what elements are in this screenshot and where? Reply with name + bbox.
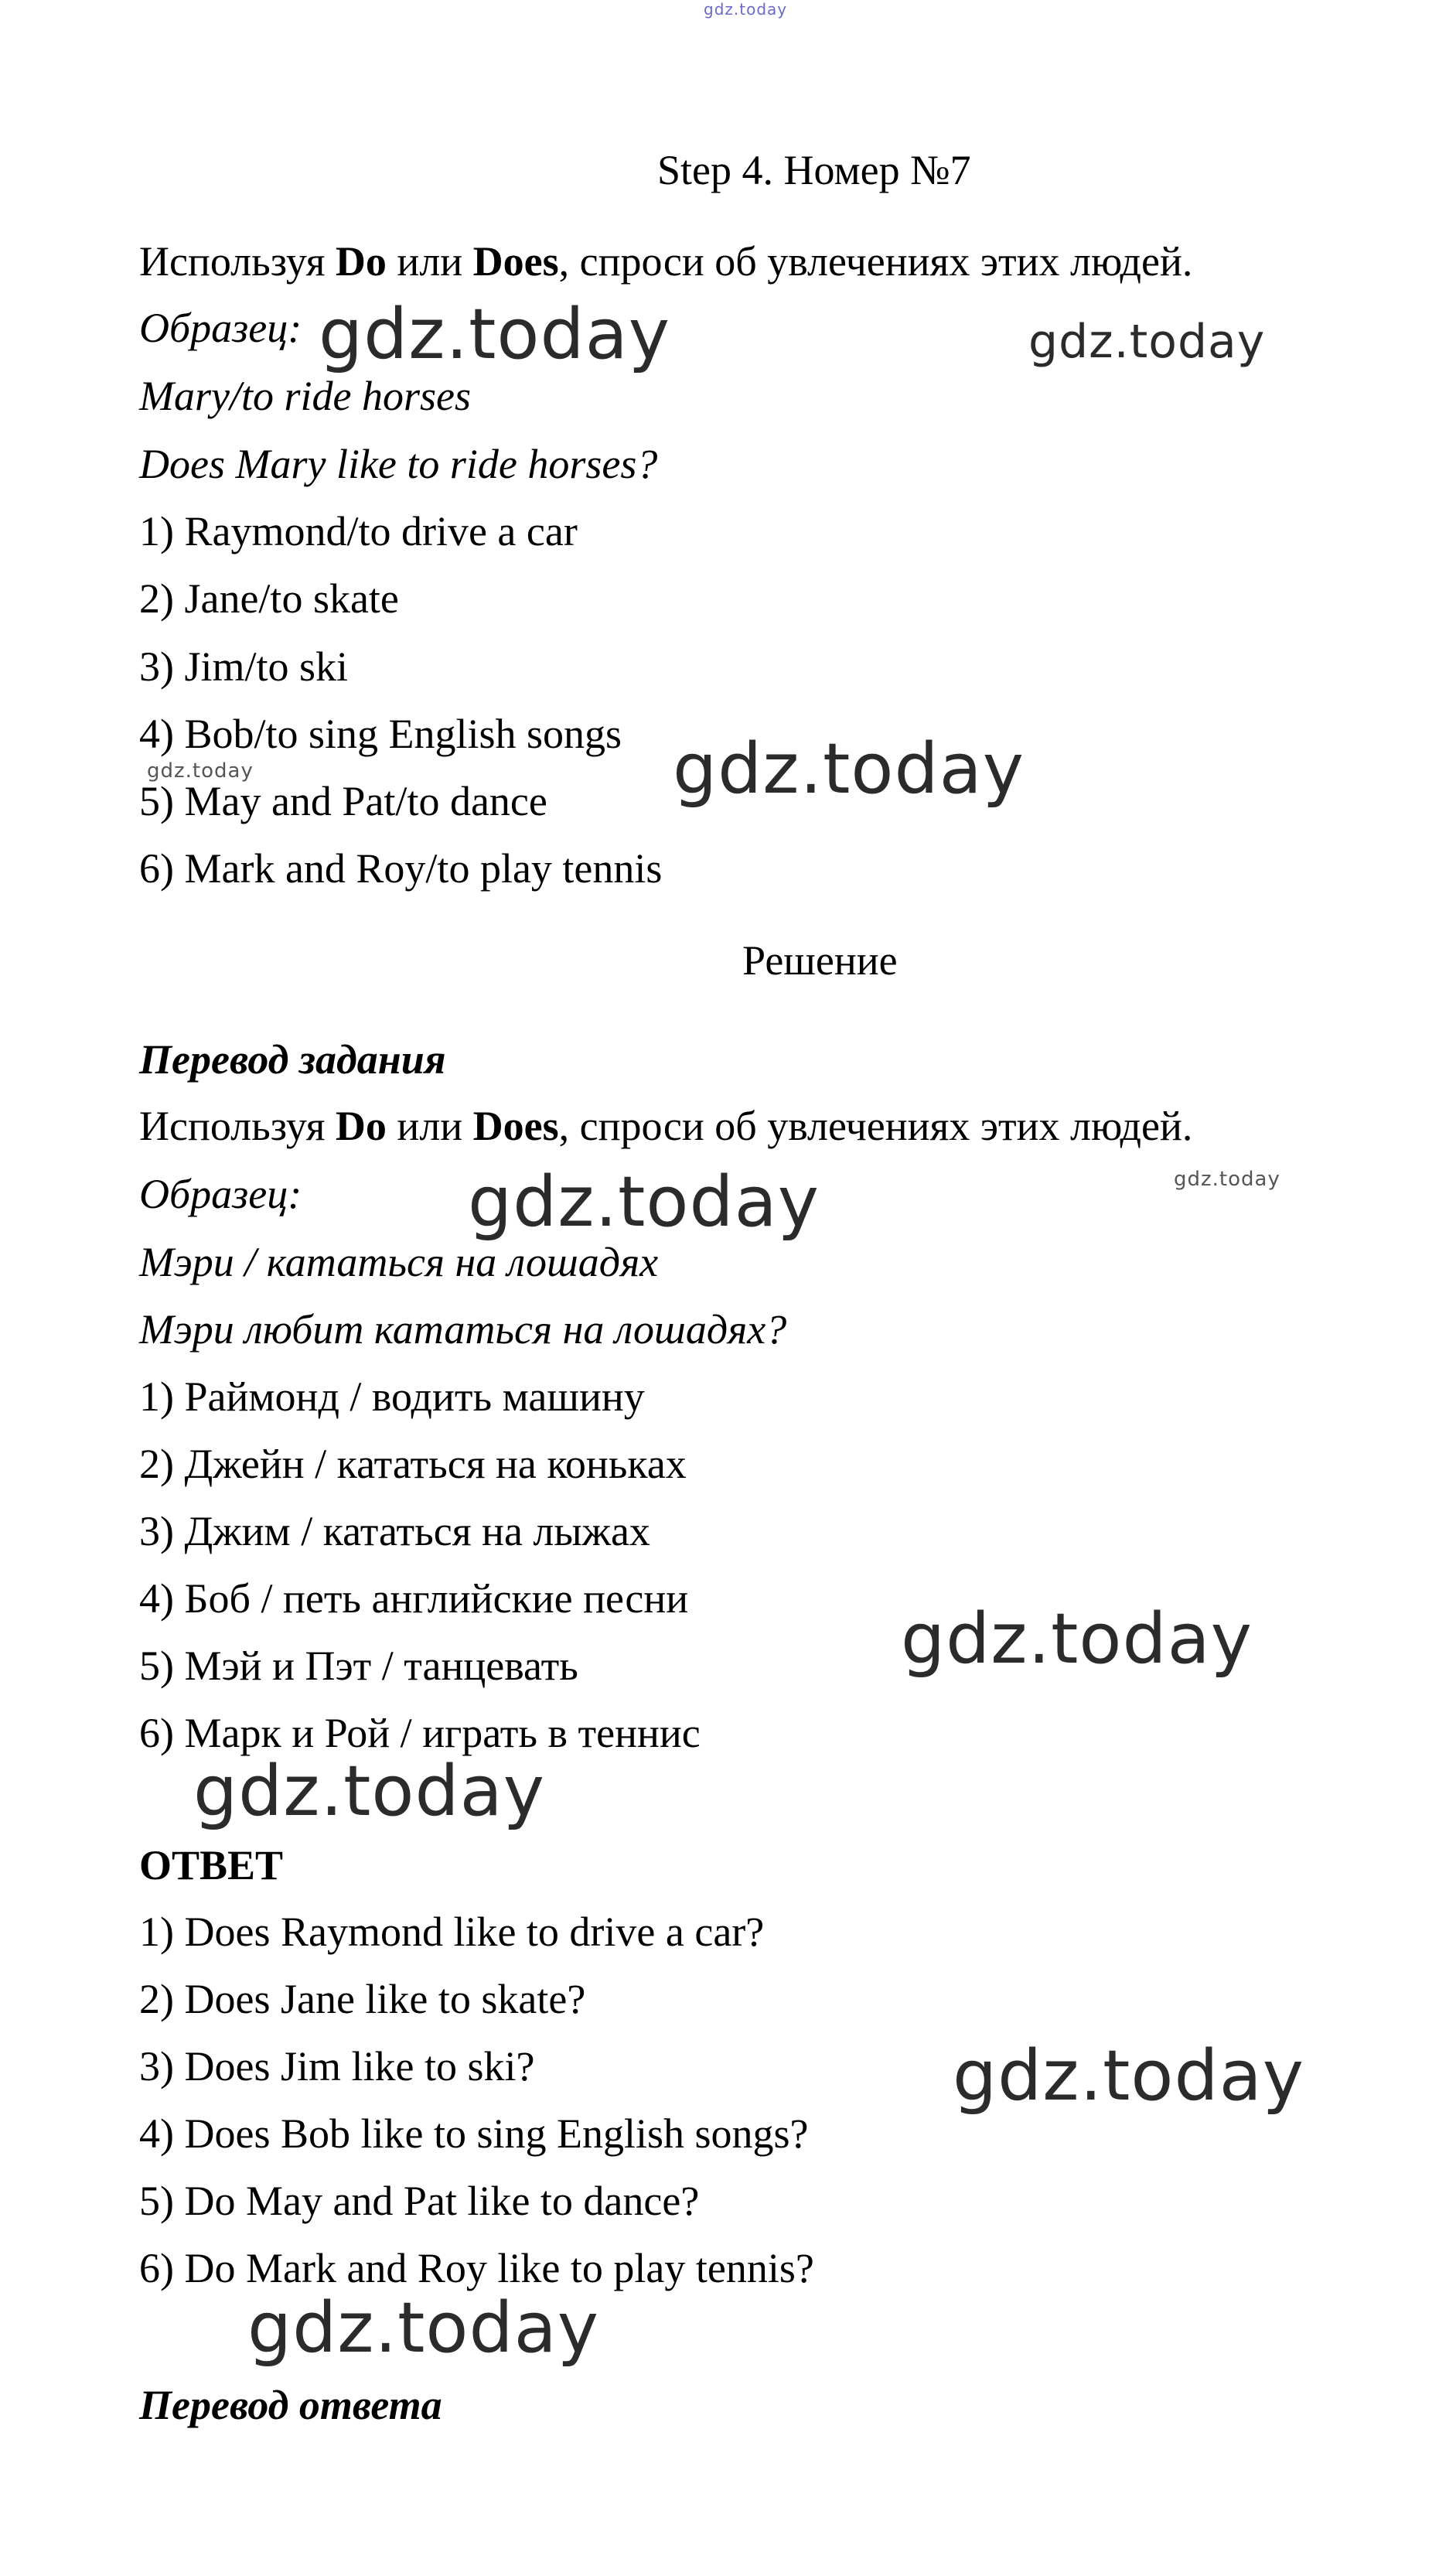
watermark: gdz.today [319,294,671,375]
page-title: Step 4. Номер №7 [657,147,971,193]
sample-label: Образец: [139,305,302,351]
instruction-do: Do [335,238,387,285]
watermark: gdz.today [147,759,254,783]
answer-translation-heading: Перевод ответа [139,2382,442,2428]
watermark: gdz.today [953,2035,1305,2117]
instruction-text: Используя [139,1103,336,1149]
solution-sample-label: Образец: [139,1171,302,1217]
solution-item: 3) Джим / кататься на лыжах [139,1508,650,1554]
watermark-top: gdz.today [704,0,788,19]
translation-heading: Перевод задания [139,1036,446,1083]
instruction-text: или [386,238,473,285]
answer-item: 2) Does Jane like to skate? [139,1976,586,2022]
answer-item: 1) Does Raymond like to drive a car? [139,1909,765,1955]
watermark: gdz.today [247,2287,600,2369]
watermark: gdz.today [1028,315,1266,369]
instruction-text: , спроси об увлечениях этих людей. [558,238,1193,285]
answer-item: 3) Does Jim like to ski? [139,2043,535,2090]
watermark: gdz.today [468,1162,820,1243]
solution-item: 4) Боб / петь английские песни [139,1575,689,1622]
solution-sample-answer: Мэри любит кататься на лошадях? [139,1306,787,1353]
solution-sample-prompt: Мэри / кататься на лошадях [139,1239,659,1285]
instruction-text: или [386,1103,473,1149]
watermark: gdz.today [193,1751,546,1832]
solution-instruction [139,1101,1192,1151]
answer-heading: ОТВЕТ [139,1842,284,1888]
answer-item: 4) Does Bob like to sing English songs? [139,2110,809,2157]
solution-heading: Решение [742,937,898,984]
task-item: 4) Bob/to sing English songs [139,711,622,757]
task-item: 2) Jane/to skate [139,575,399,622]
sample-prompt: Mary/to ride horses [139,373,471,419]
answer-item: 6) Do Mark and Roy like to play tennis? [139,2245,814,2291]
solution-item: 2) Джейн / кататься на коньках [139,1441,687,1487]
solution-item: 6) Марк и Рой / играть в теннис [139,1710,701,1756]
task-item: 3) Jim/to ski [139,643,349,690]
instruction-text: Используя [139,238,336,285]
instruction-do: Do [335,1103,387,1149]
sample-answer: Does Mary like to ride horses? [139,441,658,487]
watermark: gdz.today [1174,1168,1280,1191]
watermark: gdz.today [901,1598,1253,1680]
task-item: 5) May and Pat/to dance [139,778,547,824]
task-item: 1) Raymond/to drive a car [139,508,578,554]
solution-item: 1) Раймонд / водить машину [139,1373,645,1420]
task-item: 6) Mark and Roy/to play tennis [139,845,663,892]
solution-item: 5) Мэй и Пэт / танцевать [139,1643,578,1689]
instruction-text: , спроси об увлечениях этих людей. [558,1103,1193,1149]
task-instruction [139,237,1192,286]
instruction-does: Does [472,238,559,285]
answer-item: 5) Do May and Pat like to dance? [139,2178,700,2224]
instruction-does: Does [472,1103,559,1149]
watermark: gdz.today [673,728,1025,810]
